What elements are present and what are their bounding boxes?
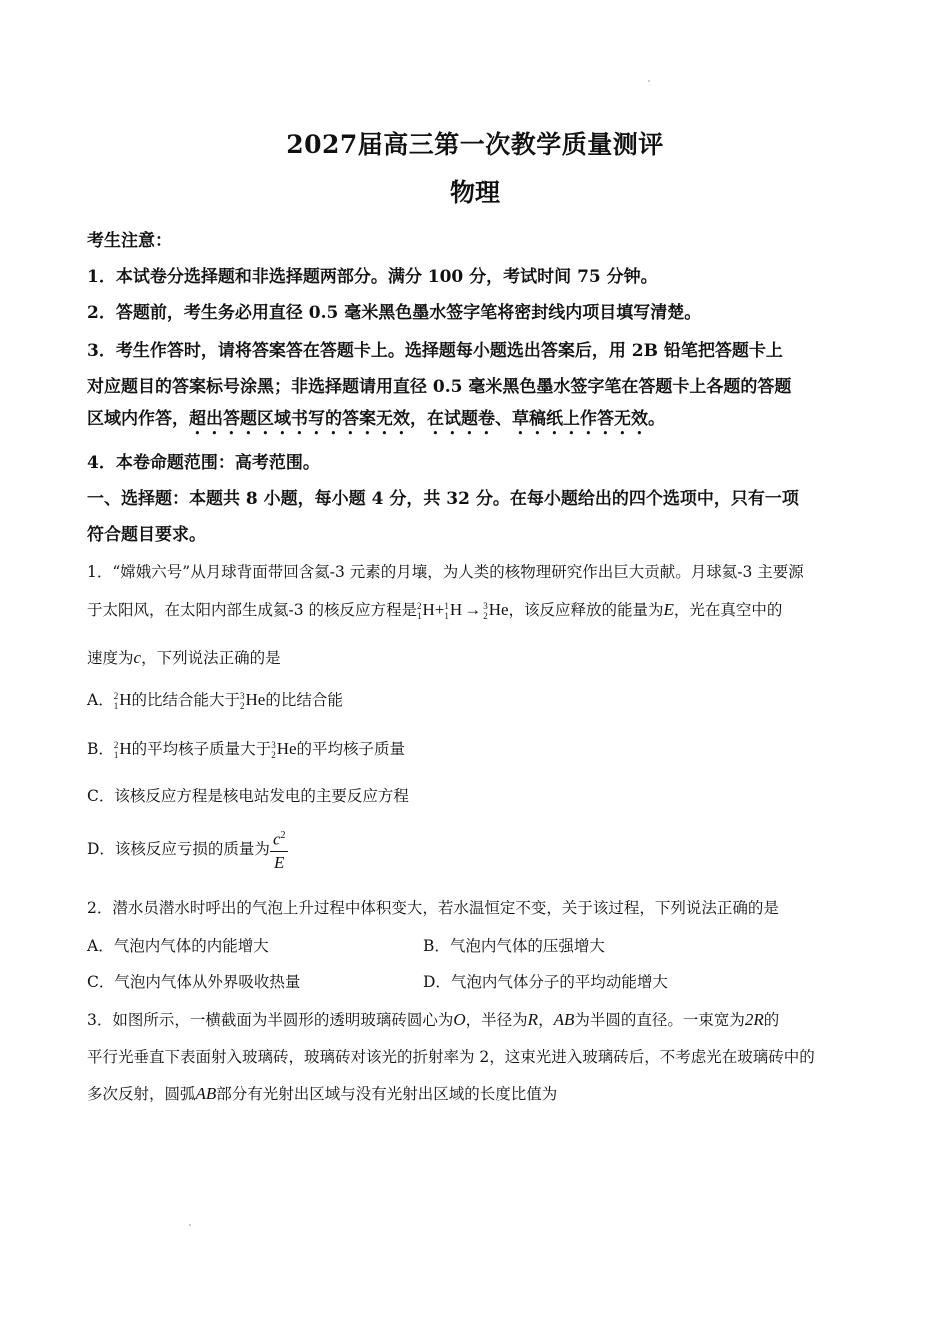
notice-item-1: 1．本试卷分选择题和非选择题两部分。满分 100 分，考试时间 75 分钟。 — [87, 267, 658, 287]
q1-text: 于太阳风，在太阳内部生成氦-3 的核反应方程是 — [87, 601, 418, 619]
q3-stem-line-2: 平行光垂直下表面射入玻璃砖，玻璃砖对该光的折射率为 2，这束光进入玻璃砖后，不考虑光在玻璃砖中的 — [87, 1048, 815, 1066]
subject-title: 物理 — [449, 178, 500, 207]
q3-text: 为半圆的直径。一束宽为 — [574, 1011, 745, 1029]
option-text: 的比结合能大于 — [131, 691, 240, 709]
plus-sign: + — [434, 600, 445, 619]
q1-option-d — [87, 826, 288, 874]
energy-symbol: E — [663, 600, 674, 619]
nuclide-h2: 2 1 H — [113, 739, 132, 761]
notice-text: 。 — [648, 409, 665, 429]
notice-item-3-line-1: 3．考生作答时，请将答案答在答题卡上。选择题每小题选出答案后，用 2B 铅笔把答题卡上 — [87, 341, 783, 361]
notice-item-2: 2．答题前，考生务必用直径 0.5 毫米黑色墨水签字笔将密封线内项目填写清楚。 — [87, 303, 702, 323]
q1-stem-line-3 — [87, 646, 281, 668]
q3-text: 3．如图所示，一横截面为半圆形的透明玻璃砖圆心为 — [87, 1011, 454, 1029]
q1-text: 速度为 — [87, 649, 134, 667]
q1-text: ，下列说法正确的是 — [141, 649, 281, 667]
nuclide-he3: 3 2 He — [483, 600, 509, 622]
q1-option-b — [87, 737, 405, 760]
q1-option-a — [87, 688, 343, 711]
arc-symbol: AB — [195, 1084, 217, 1103]
radius-symbol: R — [527, 1010, 539, 1029]
scan-speck — [648, 80, 650, 82]
nuclide-he3: 3 2 He — [271, 739, 297, 761]
option-text: D．该核反应亏损的质量为 — [87, 839, 270, 858]
q3-text: ，半径为 — [465, 1011, 528, 1029]
option-label: B． — [87, 740, 114, 758]
notice-item-3-line-2: 对应题目的答案标号涂黑；非选择题请用直径 0.5 毫米黑色墨水签字笔在答题卡上各题的答题 — [87, 377, 792, 397]
q1-stem-line-2 — [87, 598, 782, 621]
q1-text: ，光在真空中的 — [673, 601, 783, 619]
q1-text: ，该反应释放的能量为 — [508, 601, 664, 619]
diameter-symbol: AB — [553, 1010, 575, 1029]
notice-text: 区域内作答， — [87, 409, 189, 429]
nuclide-h2: 2 1 H — [113, 690, 132, 712]
nuclide-he3: 3 2 He — [240, 690, 266, 712]
reaction-arrow-icon: → — [464, 600, 482, 619]
option-text: 的平均核子质量大于 — [131, 740, 272, 758]
q2-row-1 — [87, 934, 269, 956]
q3-text: 多次反射，圆弧 — [87, 1085, 196, 1103]
center-symbol: O — [453, 1010, 466, 1029]
q2-stem: 2．潜水员潜水时呼出的气泡上升过程中体积变大，若水温恒定不变，关于该过程，下列说法正确的是 — [87, 899, 779, 917]
notice-item-3-line-3 — [87, 404, 665, 439]
notice-item-4: 4．本卷命题范围：高考范围。 — [87, 453, 320, 473]
nuclide-h2: 2 1 H — [417, 600, 435, 622]
q2-option-a: A．气泡内气体的内能增大 — [87, 937, 269, 955]
q2-option-d: D．气泡内气体分子的平均动能增大 — [423, 973, 668, 991]
q3-text: 部分有光射出区域与没有光射出区域的长度比值为 — [216, 1085, 558, 1103]
q3-stem-line-3 — [87, 1082, 557, 1104]
q3-text: 的 — [763, 1011, 780, 1029]
exam-title: 2027届高三第一次教学质量测评 — [286, 130, 664, 159]
emphasized-text: 超出答题区域书写的答案无效 — [189, 409, 410, 429]
q2-option-c: C．气泡内气体从外界吸收热量 — [87, 973, 301, 991]
scan-speck — [189, 1224, 191, 1226]
q1-stem-line-1: 1．“嫦娥六号”从月球背面带回含氦-3 元素的月壤，为人类的核物理研究作出巨大贡献。月球氦-3 主要源 — [87, 563, 804, 581]
notice-text: ， — [410, 409, 427, 429]
option-text: 的比结合能 — [265, 691, 343, 709]
mass-defect-fraction: $\frac{c^2}{E}$ — [270, 826, 289, 874]
emphasized-text: 在试题卷、草稿纸上作答无效 — [427, 409, 648, 429]
q2-option-b: B．气泡内气体的压强增大 — [423, 937, 605, 955]
nuclide-h1: 1 1 H — [444, 600, 463, 622]
notice-heading: 考生注意： — [87, 231, 172, 251]
q3-text: ， — [538, 1011, 554, 1029]
q1-option-c: C．该核反应方程是核电站发电的主要反应方程 — [87, 787, 409, 805]
section-heading-line-1: 一、选择题：本题共 8 小题，每小题 4 分，共 32 分。在每小题给出的四个选项中，只有一项 — [87, 489, 799, 509]
option-label: A． — [87, 691, 114, 709]
option-text: 的平均核子质量 — [296, 740, 406, 758]
light-speed-symbol: c — [133, 648, 142, 667]
q3-stem-line-1 — [87, 1008, 779, 1030]
section-heading-line-2: 符合题目要求。 — [87, 525, 206, 545]
beam-width-symbol: 2R — [744, 1010, 764, 1029]
